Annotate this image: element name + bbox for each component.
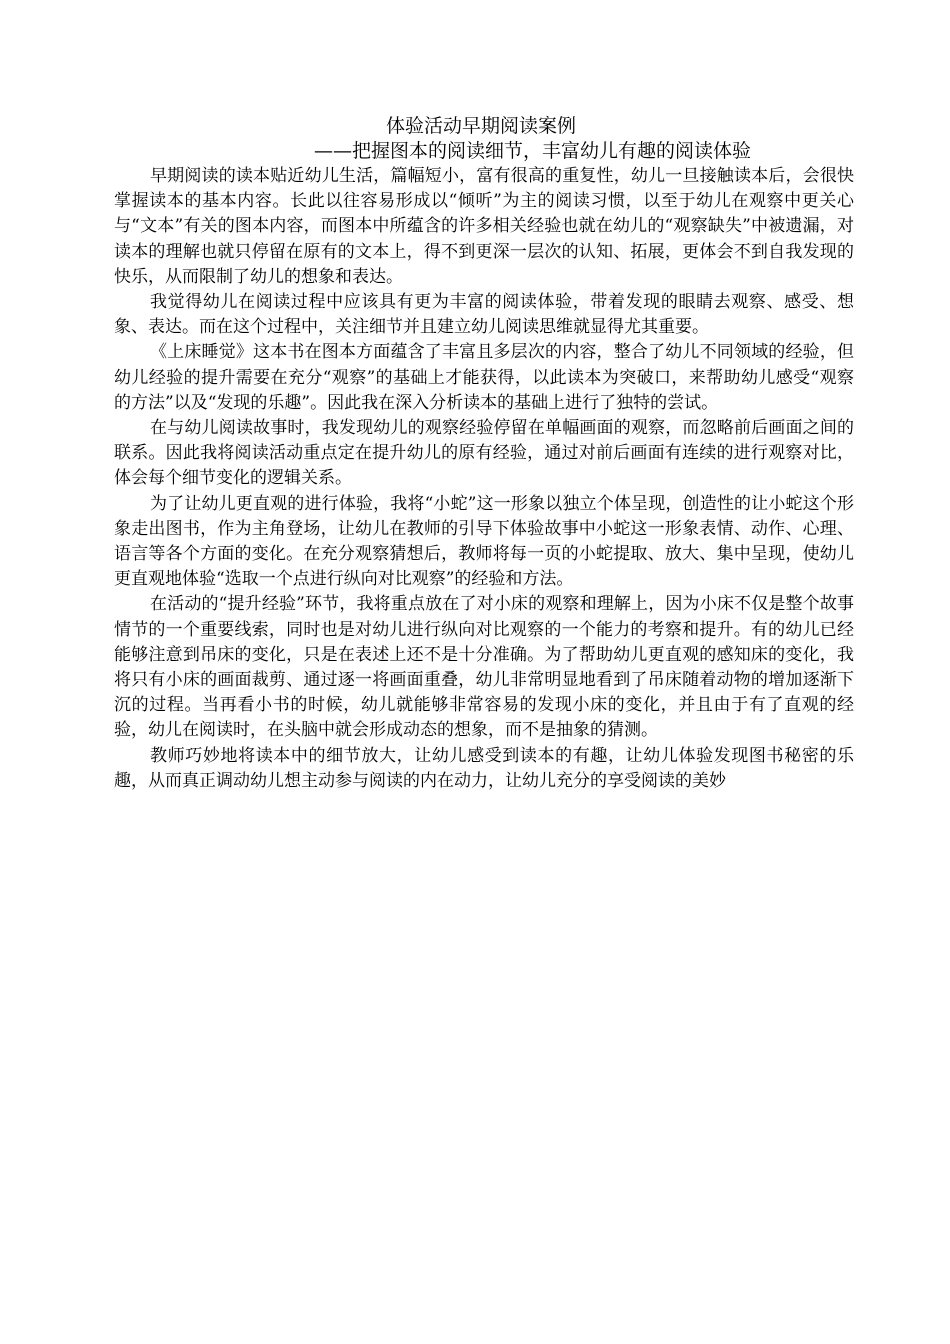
document-subtitle: ——把握图本的阅读细节，丰富幼儿有趣的阅读体验 [314,140,752,162]
paragraph-5: 为了让幼儿更直观的进行体验，我将“小蛇”这一形象以独立个体呈现，创造性的让小蛇这个形象走出图书，作为主角登场，让幼儿在教师的引导下体验故事中小蛇这一形象表情、动作、心理、语言等各个方面的变化。在充分观察猜想后，教师将每一页的小蛇提取、放大、集中呈现，使幼儿更直观地体验“选取一个点进行纵向对比观察”的经验和方法。 [114,493,854,590]
document-title: 体验活动早期阅读案例 [386,115,577,137]
paragraph-4: 在与幼儿阅读故事时，我发现幼儿的观察经验停留在单幅画面的观察，而忽略前后画面之间的联系。因此我将阅读活动重点定在提升幼儿的原有经验，通过对前后画面有连续的进行观察对比，体会每个细节变化的逻辑关系。 [114,418,854,489]
paragraph-6: 在活动的“提升经验”环节，我将重点放在了对小床的观察和理解上，因为小床不仅是整个故事情节的一个重要线索，同时也是对幼儿进行纵向对比观察的一个能力的考察和提升。有的幼儿已经能够注意到吊床的变化，只是在表述上还不是十分准确。为了帮助幼儿更直观的感知床的变化，我将只有小床的画面裁剪、通过逐一将画面重叠，幼儿非常明显地看到了吊床随着动物的增加逐渐下沉的过程。当再看小书的时候，幼儿就能够非常容易的发现小床的变化，并且由于有了直观的经验，幼儿在阅读时，在头脑中就会形成动态的想象，而不是抽象的猜测。 [114,594,854,741]
paragraph-7: 教师巧妙地将读本中的细节放大，让幼儿感受到读本的有趣，让幼儿体验发现图书秘密的乐趣，从而真正调动幼儿想主动参与阅读的内在动力，让幼儿充分的享受阅读的美妙 [114,745,854,791]
paragraph-3: 《上床睡觉》这本书在图本方面蕴含了丰富且多层次的内容，整合了幼儿不同领域的经验，但幼儿经验的提升需要在充分“观察”的基础上才能获得，以此读本为突破口，来帮助幼儿感受“观察的方法”以及“发现的乐趣”。因此我在深入分析读本的基础上进行了独特的尝试。 [114,342,854,413]
paragraph-2: 我觉得幼儿在阅读过程中应该具有更为丰富的阅读体验，带着发现的眼睛去观察、感受、想象、表达。而在这个过程中，关注细节并且建立幼儿阅读思维就显得尤其重要。 [114,292,854,338]
paragraph-1: 早期阅读的读本贴近幼儿生活，篇幅短小，富有很高的重复性，幼儿一旦接触读本后，会很快掌握读本的基本内容。长此以往容易形成以“倾听”为主的阅读习惯，以至于幼儿在观察中更关心与“文本”有关的图本内容，而图本中所蕴含的许多相关经验也就在幼儿的“观察缺失”中被遗漏，对读本的理解也就只停留在原有的文本上，得不到更深一层次的认知、拓展，更体会不到自我发现的快乐，从而限制了幼儿的想象和表达。 [114,166,854,287]
document-page [114,114,854,794]
